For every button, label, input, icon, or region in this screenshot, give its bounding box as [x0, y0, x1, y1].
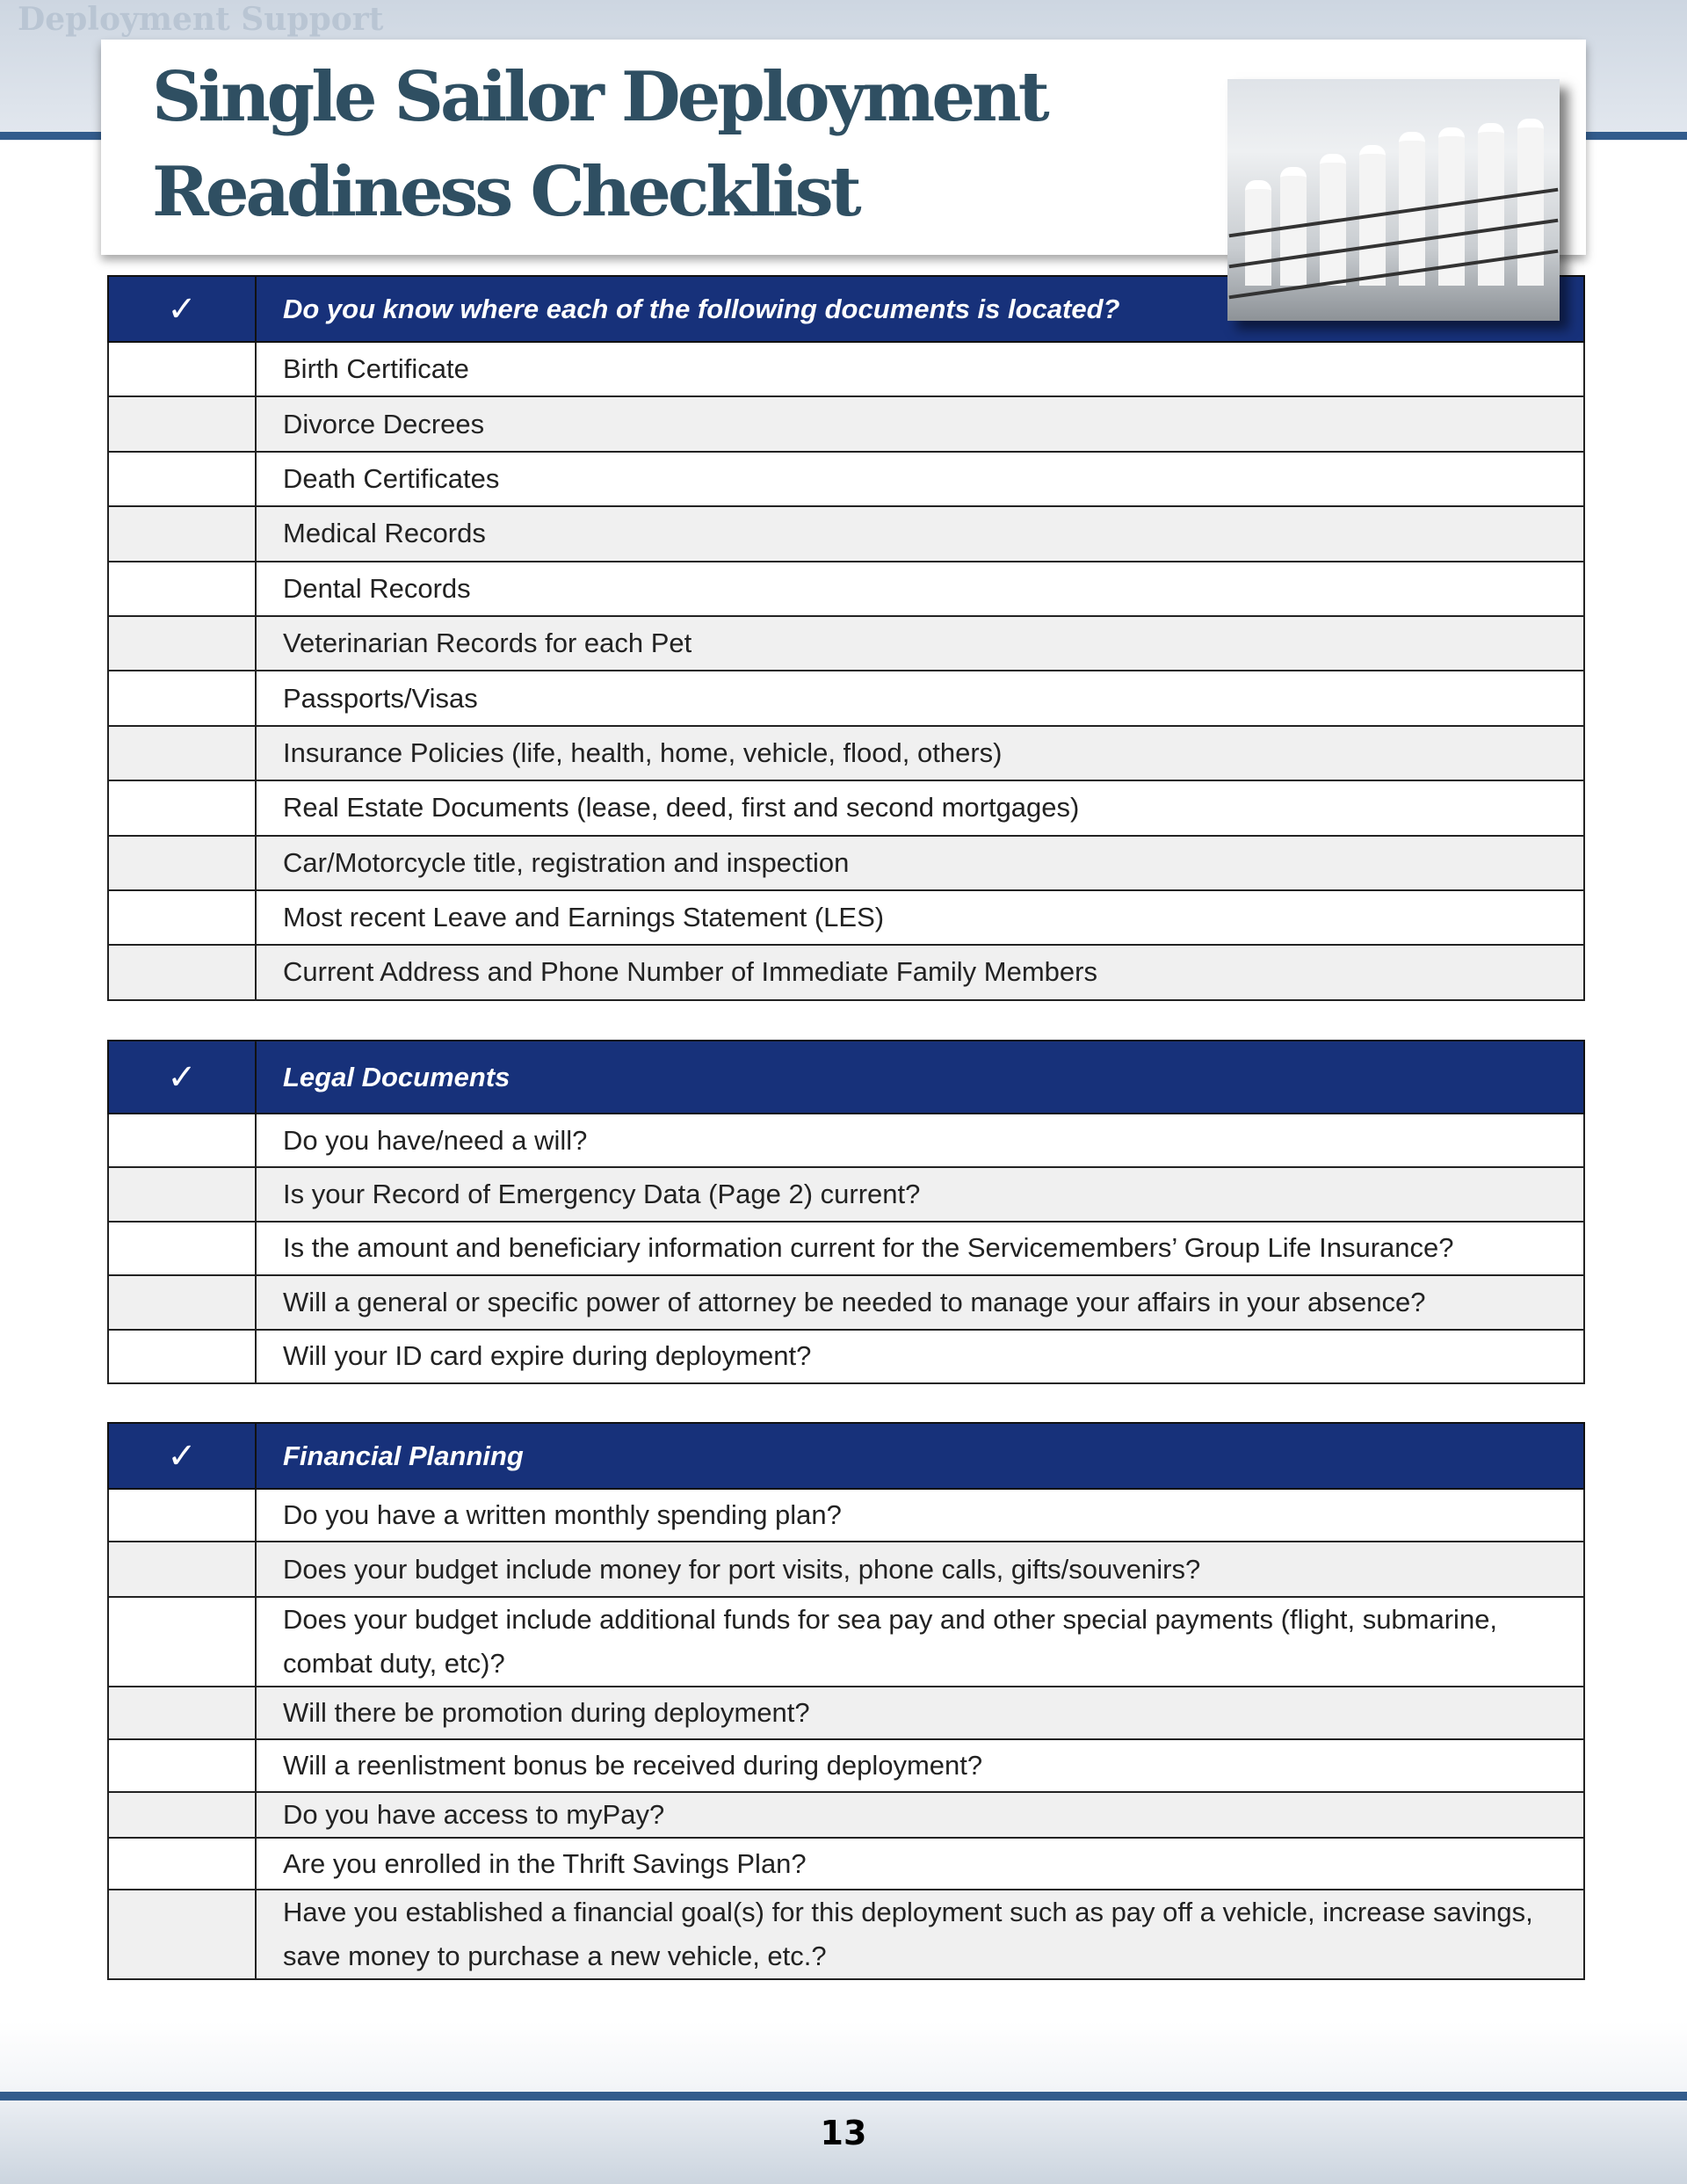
check-box[interactable] — [108, 616, 256, 671]
check-box[interactable] — [108, 1739, 256, 1792]
check-box[interactable] — [108, 1542, 256, 1597]
checklist-row — [108, 342, 1584, 396]
checklist-row — [108, 671, 1584, 725]
check-icon: ✓ — [108, 1423, 256, 1489]
checklist-row — [108, 506, 1584, 561]
checklist-item: Do you have access to myPay? — [256, 1792, 1584, 1838]
checklist-row — [108, 945, 1584, 999]
sailors-photo — [1227, 79, 1560, 321]
checklist-item: Will there be promotion during deployment? — [256, 1687, 1584, 1739]
check-box[interactable] — [108, 945, 256, 999]
check-box[interactable] — [108, 342, 256, 396]
checklist-row — [108, 1222, 1584, 1275]
section-header — [108, 1423, 1584, 1489]
checklist-row — [108, 1489, 1584, 1542]
checklist-item: Insurance Policies (life, health, home, vehicle, flood, others) — [256, 726, 1584, 780]
check-box[interactable] — [108, 562, 256, 616]
check-box[interactable] — [108, 1330, 256, 1383]
check-box[interactable] — [108, 780, 256, 835]
checklist-item: Passports/Visas — [256, 671, 1584, 725]
check-box[interactable] — [108, 1838, 256, 1890]
check-box[interactable] — [108, 1890, 256, 1979]
section-heading: Financial Planning — [256, 1423, 1584, 1489]
check-box[interactable] — [108, 1687, 256, 1739]
checklist-item: Is your Record of Emergency Data (Page 2) current? — [256, 1167, 1584, 1221]
check-box[interactable] — [108, 452, 256, 506]
checklist-item: Does your budget include additional funds for sea pay and other special payments (flight, submarine, combat duty, etc)? — [256, 1597, 1584, 1687]
watermark: Deployment Support — [18, 1, 384, 38]
checklist-row — [108, 1739, 1584, 1792]
checklist-row — [108, 1890, 1584, 1979]
check-box[interactable] — [108, 1597, 256, 1687]
section-header — [108, 1041, 1584, 1114]
check-box[interactable] — [108, 1167, 256, 1221]
check-icon: ✓ — [108, 1041, 256, 1114]
check-box[interactable] — [108, 1792, 256, 1838]
checklist-row — [108, 1687, 1584, 1739]
checklist-row — [108, 1792, 1584, 1838]
checklist-row — [108, 1838, 1584, 1890]
checklist-item: Death Certificates — [256, 452, 1584, 506]
checklist-item: Current Address and Phone Number of Immediate Family Members — [256, 945, 1584, 999]
checklist-item: Birth Certificate — [256, 342, 1584, 396]
checklist-row — [108, 452, 1584, 506]
checklist-item: Will a general or specific power of attorney be needed to manage your affairs in your absence? — [256, 1275, 1584, 1329]
checklist-row — [108, 1275, 1584, 1329]
checklist-row — [108, 616, 1584, 671]
page-number: 13 — [820, 2114, 867, 2152]
checklist-item: Divorce Decrees — [256, 396, 1584, 451]
check-box[interactable] — [108, 726, 256, 780]
checklist-row — [108, 1167, 1584, 1221]
checklist-row — [108, 1597, 1584, 1687]
checklist-item: Does your budget include money for port visits, phone calls, gifts/souvenirs? — [256, 1542, 1584, 1597]
checklist-row — [108, 396, 1584, 451]
check-box[interactable] — [108, 1489, 256, 1542]
footer-band — [0, 2021, 1687, 2184]
checklist-item: Do you have a written monthly spending plan? — [256, 1489, 1584, 1542]
checklist-row — [108, 890, 1584, 945]
checklist-row — [108, 1542, 1584, 1597]
check-box[interactable] — [108, 1114, 256, 1167]
check-box[interactable] — [108, 890, 256, 945]
checklist-item: Car/Motorcycle title, registration and inspection — [256, 836, 1584, 890]
check-box[interactable] — [108, 671, 256, 725]
check-box[interactable] — [108, 396, 256, 451]
section-heading: Do you know where each of the following documents is located? — [256, 276, 1584, 342]
checklist-item: Real Estate Documents (lease, deed, first and second mortgages) — [256, 780, 1584, 835]
checklist-row — [108, 562, 1584, 616]
checklist-item: Is the amount and beneficiary information current for the Servicemembers’ Group Life Insurance? — [256, 1222, 1584, 1275]
section-heading: Legal Documents — [256, 1041, 1584, 1114]
title-line-2: Readiness Checklist — [152, 152, 858, 232]
check-icon: ✓ — [108, 276, 256, 342]
checklist-row — [108, 1330, 1584, 1383]
checklist-row — [108, 1114, 1584, 1167]
checklist-item: Medical Records — [256, 506, 1584, 561]
checklist-item: Do you have/need a will? — [256, 1114, 1584, 1167]
check-box[interactable] — [108, 1222, 256, 1275]
title-line-1: Single Sailor Deployment — [152, 57, 1046, 137]
checklist-item: Have you established a financial goal(s) for this deployment such as pay off a vehicle, increase savings, save money to purchase a new vehicle, etc.? — [256, 1890, 1584, 1979]
check-box[interactable] — [108, 506, 256, 561]
checklist-item: Dental Records — [256, 562, 1584, 616]
check-box[interactable] — [108, 836, 256, 890]
check-box[interactable] — [108, 1275, 256, 1329]
checklist-row — [108, 836, 1584, 890]
checklist-item: Veterinarian Records for each Pet — [256, 616, 1584, 671]
page-title — [152, 50, 1046, 240]
checklist-item: Will a reenlistment bonus be received during deployment? — [256, 1739, 1584, 1792]
legal-documents-table — [107, 1040, 1585, 1384]
footer-rule — [0, 2092, 1687, 2101]
checklist-row — [108, 726, 1584, 780]
checklist-item: Are you enrolled in the Thrift Savings Plan? — [256, 1838, 1584, 1890]
checklist-item: Most recent Leave and Earnings Statement (LES) — [256, 890, 1584, 945]
checklist-item: Will your ID card expire during deployment? — [256, 1330, 1584, 1383]
documents-checklist-table — [107, 275, 1585, 1001]
financial-planning-table — [107, 1422, 1585, 1980]
checklist-row — [108, 780, 1584, 835]
